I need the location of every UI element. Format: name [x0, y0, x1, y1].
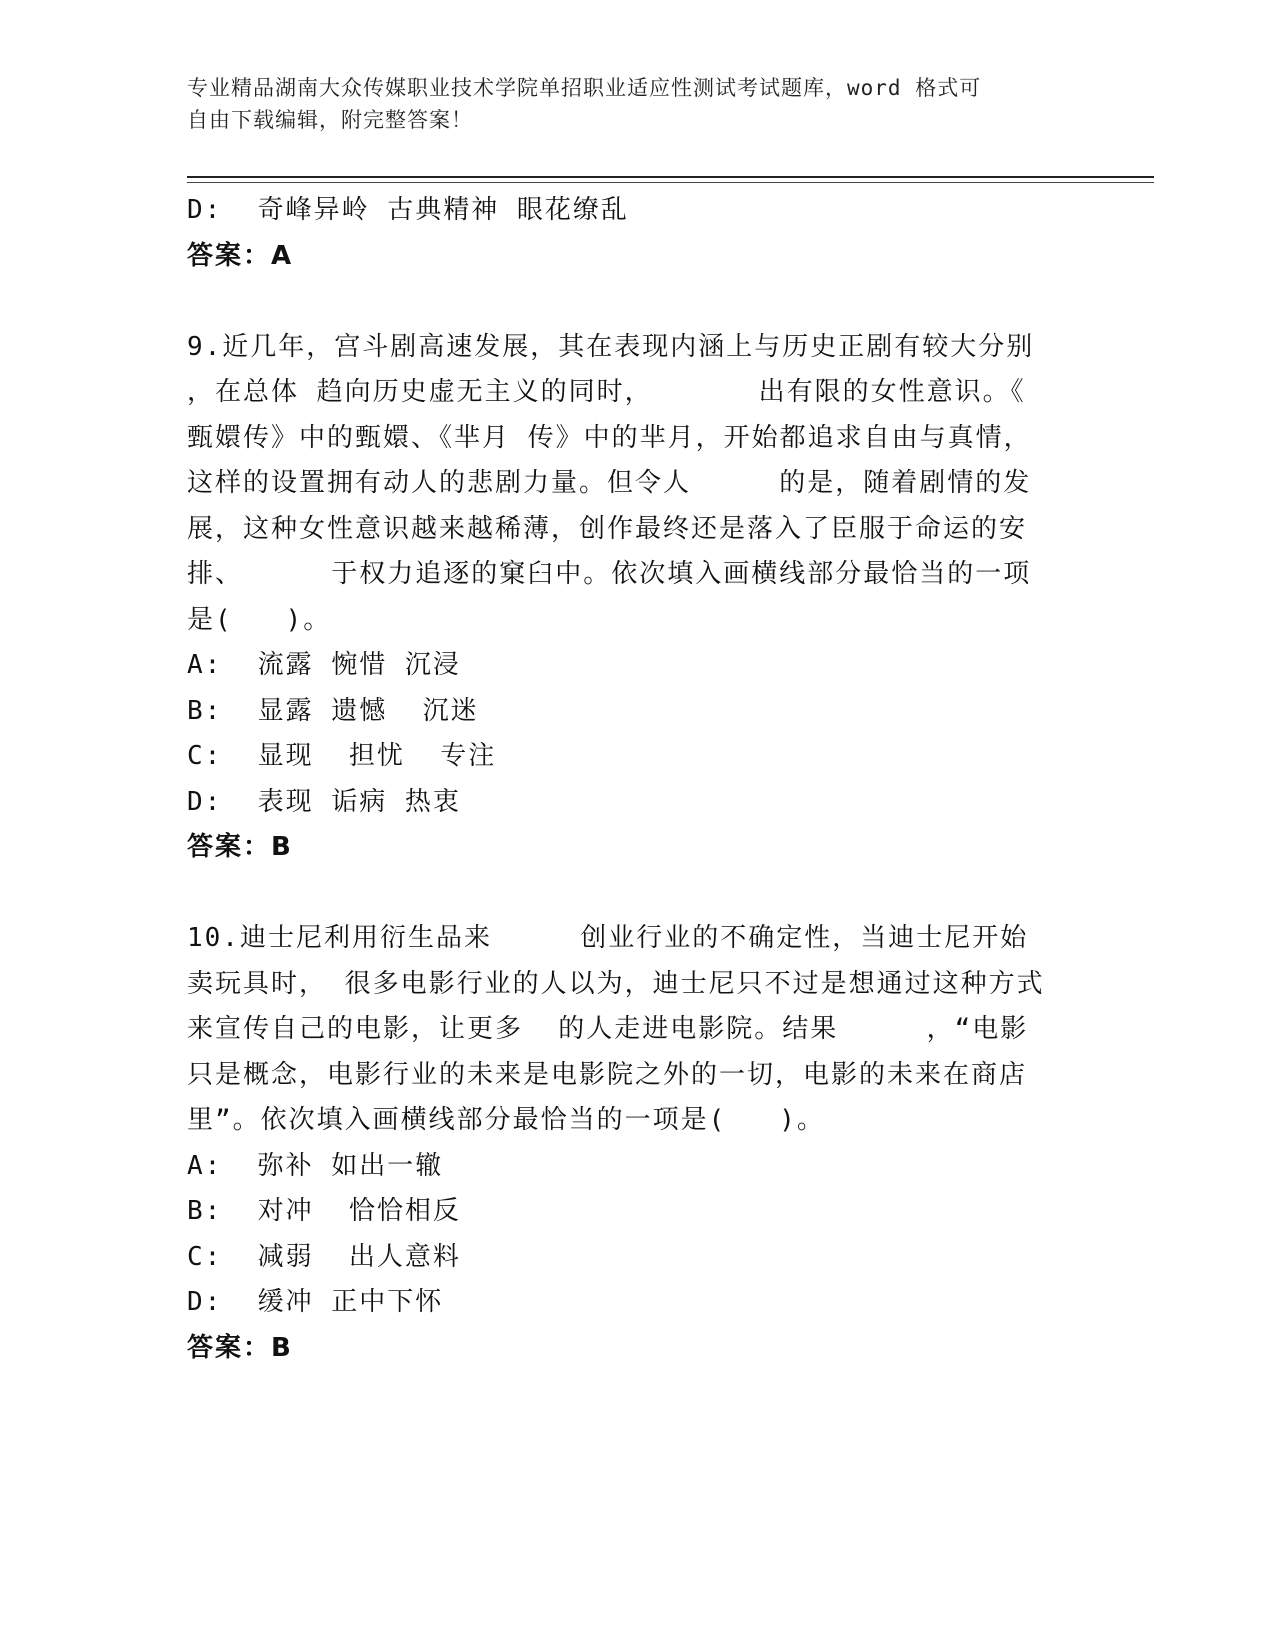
question-9-line: 展，这种女性意识越来越稀薄，创作最终还是落入了臣服于命运的安 [187, 513, 1028, 544]
question-9-option-c: C: 显现 担忧 专注 [187, 741, 497, 771]
question-10-line: 10.迪士尼利用衍生品来 创业行业的不确定性，当迪士尼开始 [187, 923, 1029, 953]
question-10-option-c: C: 减弱 出人意料 [187, 1241, 461, 1272]
header-line-2: 自由下载编辑，附完整答案！ [187, 108, 473, 132]
question-9-line: ，在总体 趋向历史虚无主义的同时， 出有限的女性意识。《 [187, 377, 1026, 407]
question-9-line: 排、 于权力追逐的窠臼中。依次填入画横线部分最恰当的一项 [187, 559, 1032, 589]
question-10-answer: 答案：B [187, 1332, 293, 1363]
question-10-option-d: D: 缓冲 正中下怀 [187, 1287, 444, 1317]
question-9-option-a: A: 流露 惋惜 沉浸 [187, 650, 461, 680]
header-rule-thin [187, 182, 1154, 183]
question-10-line: 里”。依次填入画横线部分最恰当的一项是( )。 [187, 1105, 825, 1135]
question-10 [187, 916, 1087, 1371]
question-9-option-d: D: 表现 诟病 热衷 [187, 786, 461, 817]
document-body [187, 188, 1087, 1371]
spacer [187, 279, 1087, 325]
spacer [187, 871, 1087, 917]
question-9 [187, 325, 1087, 871]
prev-option-d: D: 奇峰异岭 古典精神 眼花缭乱 [187, 195, 629, 225]
question-10-option-b: B: 对冲 恰恰相反 [187, 1196, 461, 1226]
header-rule-thick [187, 176, 1154, 178]
question-9-line: 是( )。 [187, 604, 332, 635]
question-10-line: 卖玩具时， 很多电影行业的人以为，迪士尼只不过是想通过这种方式 [187, 968, 1045, 999]
question-9-option-b: B: 显露 遗憾 沉迷 [187, 695, 479, 726]
question-9-line: 甄嬛传》中的甄嬛、《芈月 传》中的芈月，开始都追求自由与真情， [187, 422, 1032, 453]
question-10-option-a: A: 弥补 如出一辙 [187, 1150, 444, 1181]
page-header [187, 72, 1067, 136]
question-9-answer: 答案：B [187, 832, 293, 862]
header-line-1: 专业精品湖南大众传媒职业技术学院单招职业适应性测试考试题库，word 格式可 [187, 76, 982, 100]
prev-answer: 答案：A [187, 240, 294, 271]
question-9-line: 这样的设置拥有动人的悲剧力量。但令人 的是，随着剧情的发 [187, 468, 1032, 498]
question-10-line: 只是概念，电影行业的未来是电影院之外的一切，电影的未来在商店 [187, 1059, 1028, 1090]
question-9-line: 9.近几年，宫斗剧高速发展，其在表现内涵上与历史正剧有较大分别 [187, 331, 1035, 362]
question-10-line: 来宣传自己的电影，让更多 的人走进电影院。结果 ，“电影 [187, 1014, 1029, 1044]
